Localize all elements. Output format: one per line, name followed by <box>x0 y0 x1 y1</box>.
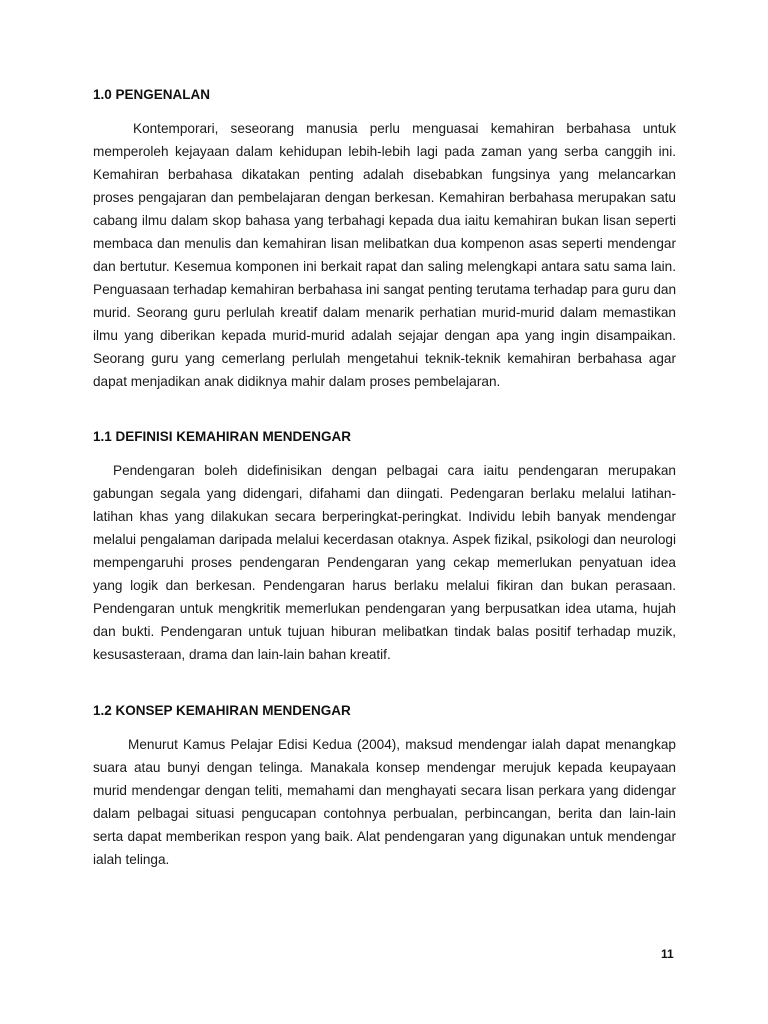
section-paragraph-pengenalan: Kontemporari, seseorang manusia perlu menguasai kemahiran berbahasa untuk memperoleh kejayaan dalam kehidupan lebih-lebih lagi pada zaman yang serba canggih ini. Kemahiran berbahasa dikatakan penting adalah disebabkan fungsinya yang melancarkan proses pengajaran dan pembelajaran dengan berkesan. Kemahiran berbahasa merupakan satu cabang ilmu dalam skop bahasa yang terbahagi kepada dua iaitu kemahiran bukan lisan seperti membaca dan menulis dan kemahiran lisan melibatkan dua kompenon asas seperti mendengar dan bertutur. Kesemua komponen ini berkait rapat dan saling melengkapi antara satu sama lain. Penguasaan terhadap kemahiran berbahasa ini sangat penting terutama terhadap para guru dan murid. Seorang guru perlulah kreatif dalam menarik perhatian murid-murid dalam memastikan ilmu yang diberikan kepada murid-murid adalah sejajar dengan apa yang ingin disampaikan. Seorang guru yang cemerlang perlulah mengetahui teknik-teknik kemahiran berbahasa agar dapat menjadikan anak didiknya mahir dalam proses pembelajaran. <box>93 121 676 389</box>
section-paragraph-definisi: Pendengaran boleh didefinisikan dengan pelbagai cara iaitu pendengaran merupakan gabungan segala yang didengari, difahami dan diingati. Pedengaran berlaku melalui latihan-latihan khas yang dilakukan secara berperingkat-peringkat. Individu lebih banyak mendengar melalui pengalaman daripada melalui kecerdasan otaknya. Aspek fizikal, psikologi dan neurologi mempengaruhi proses pendengaran Pendengaran yang cekap memerlukan penyatuan idea yang logik dan berkesan. Pendengaran harus berlaku melalui fikiran dan bukan perasaan. Pendengaran untuk mengkritik memerlukan pendengaran yang berpusatkan idea utama, hujah dan bukti. Pendengaran untuk tujuan hiburan melibatkan tindak balas positif terhadap muzik, kesusasteraan, drama dan lain-lain bahan kreatif. <box>93 463 676 662</box>
section-paragraph-konsep: Menurut Kamus Pelajar Edisi Kedua (2004), maksud mendengar ialah dapat menangkap suara atau bunyi dengan telinga. Manakala konsep mendengar merujuk kepada keupayaan murid mendengar dengan teliti, memahami dan menghayati secara lisan perkara yang didengar dalam pelbagai situasi pengucapan contohnya perbualan, perbincangan, berita dan lain-lain serta dapat memberikan respon yang baik. Alat pendengaran yang digunakan untuk mendengar ialah telinga. <box>93 737 676 867</box>
section-heading-pengenalan: 1.0 PENGENALAN <box>93 87 211 102</box>
page-number: 11 <box>661 947 674 961</box>
section-heading-konsep: 1.2 KONSEP KEMAHIRAN MENDENGAR <box>93 703 351 718</box>
section-heading-definisi: 1.1 DEFINISI KEMAHIRAN MENDENGAR <box>93 429 352 444</box>
page-content <box>93 86 676 871</box>
